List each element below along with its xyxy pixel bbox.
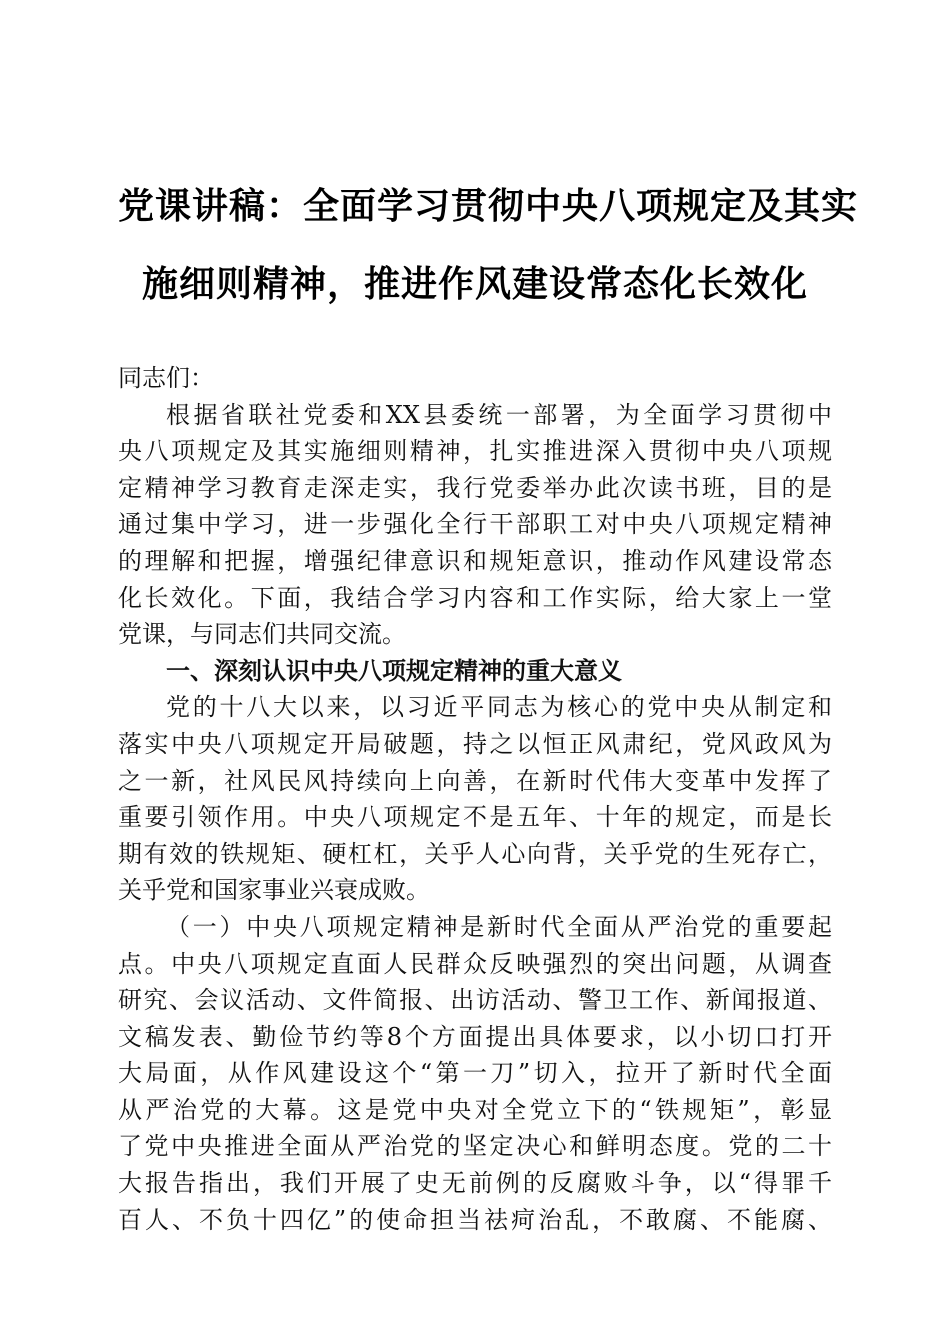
- paragraph-line: 大报告指出，我们开展了史无前例的反腐败斗争，以“得罪千: [118, 1169, 832, 1198]
- paragraph-line: 党课，与同志们共同交流。: [118, 620, 406, 649]
- paragraph-line: 央八项规定及其实施细则精神，扎实推进深入贯彻中央八项规: [118, 437, 832, 466]
- paragraph-line: （一）中央八项规定精神是新时代全面从严治党的重要起: [166, 912, 832, 941]
- paragraph-significance: [118, 689, 832, 909]
- paragraph-line: 的理解和把握，增强纪律意识和规矩意识，推动作风建设常态: [118, 546, 832, 575]
- paragraph-line: 党的十八大以来，以习近平同志为核心的党中央从制定和: [166, 693, 832, 722]
- title-line-2: 施细则精神，推进作风建设常态化长效化: [141, 264, 808, 305]
- paragraph-line: 了党中央推进全面从严治党的坚定决心和鲜明态度。党的二十: [118, 1132, 832, 1161]
- paragraph-line: 重要引领作用。中央八项规定不是五年、十年的规定，而是长: [118, 803, 832, 832]
- paragraph-line: 通过集中学习，进一步强化全行干部职工对中央八项规定精神: [118, 510, 832, 539]
- paragraph-line: 期有效的铁规矩、硬杠杠，关乎人心向背，关乎党的生死存亡，: [118, 839, 832, 868]
- salutation: 同志们：: [118, 364, 214, 392]
- paragraph-intro: [118, 397, 832, 653]
- paragraph-line: 落实中央八项规定开局破题，持之以恒正风肃纪，党风政风为: [118, 729, 832, 758]
- paragraph-subsection-1: [118, 909, 832, 1238]
- paragraph-line: 根据省联社党委和XX县委统一部署，为全面学习贯彻中: [166, 400, 832, 429]
- paragraph-line: 之一新，社风民风持续向上向善，在新时代伟大变革中发挥了: [118, 766, 832, 795]
- paragraph-line: 定精神学习教育走深走实，我行党委举办此次读书班，目的是: [118, 473, 832, 502]
- paragraph-line: 大局面，从作风建设这个“第一刀”切入，拉开了新时代全面: [118, 1059, 832, 1088]
- section-heading-1: 一、深刻认识中央八项规定精神的重大意义: [166, 656, 622, 685]
- paragraph-line: 点。中央八项规定直面人民群众反映强烈的突出问题，从调查: [118, 949, 832, 978]
- paragraph-line: 从严治党的大幕。这是党中央对全党立下的“铁规矩”，彰显: [118, 1095, 832, 1124]
- paragraph-line: 化长效化。下面，我结合学习内容和工作实际，给大家上一堂: [118, 583, 832, 612]
- title-line-1: 党课讲稿：全面学习贯彻中央八项规定及其实: [118, 186, 859, 227]
- document-body: [118, 360, 832, 1238]
- paragraph-line: 研究、会议活动、文件简报、出访活动、警卫工作、新闻报道、: [118, 986, 832, 1015]
- paragraph-line: 文稿发表、勤俭节约等8个方面提出具体要求，以小切口打开: [118, 1022, 832, 1051]
- paragraph-line: 百人、不负十四亿”的使命担当祛疴治乱，不敢腐、不能腐、: [118, 1205, 832, 1234]
- paragraph-line: 关乎党和国家事业兴衰成败。: [118, 876, 430, 905]
- document-title: [118, 168, 859, 324]
